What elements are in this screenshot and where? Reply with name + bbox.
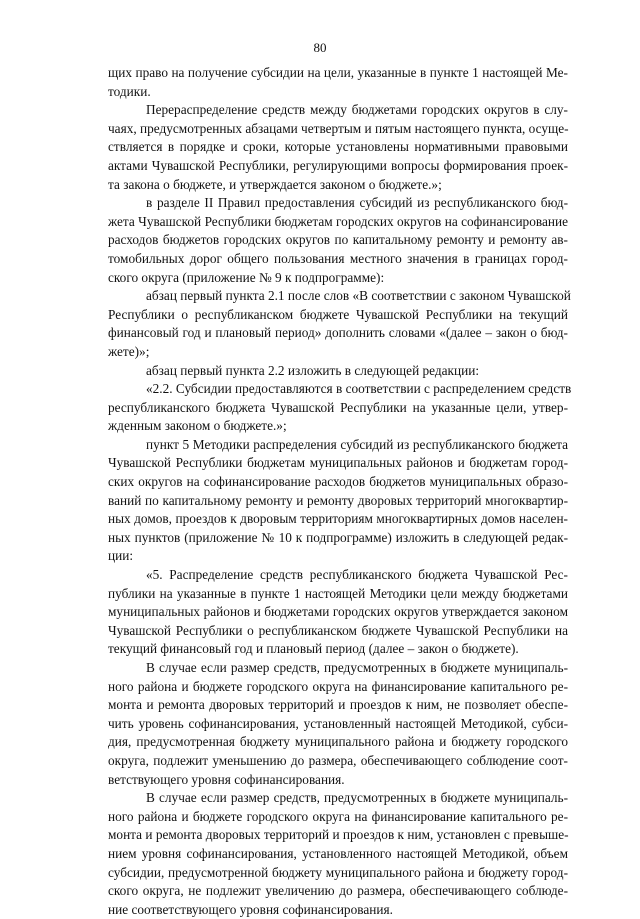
paragraph <box>108 194 568 287</box>
text-line: ции: <box>108 548 134 564</box>
paragraph <box>108 566 568 659</box>
text-line: томобильных дорог общего пользования местного значения в границах город- <box>108 250 568 266</box>
text-line: ного района и бюджете городского округа на финансирование капитального ре- <box>108 808 568 824</box>
text-line: монта и ремонта дворовых территорий и проездов к ним, не позволяет обеспе- <box>108 697 568 713</box>
text-line: чаях, предусмотренных абзацами четвертым и пятым настоящего пункта, осуще- <box>108 120 569 136</box>
text-line: жете)»; <box>108 343 150 359</box>
page-number: 80 <box>313 40 327 55</box>
text-line: ских округов на софинансирование расходов бюджетов муниципальных образо- <box>108 474 568 490</box>
text-line: тодики. <box>108 83 151 99</box>
text-line: ние соответствующего уровня софинансирования. <box>108 901 393 917</box>
text-line: Перераспределение средств между бюджетами городских округов в слу- <box>146 102 568 118</box>
text-line: В случае если размер средств, предусмотренных в бюджете муниципаль- <box>146 660 568 675</box>
text-line: жета Чувашской Республики бюджетам городских округов на софинансирование <box>108 213 568 229</box>
text-line: В случае если размер средств, предусмотренных в бюджете муниципаль- <box>146 790 568 806</box>
paragraph <box>108 362 568 381</box>
text-line: ваний по капитальному ремонту и ремонту дворовых территорий многоквартир- <box>108 492 568 508</box>
text-line: в разделе II Правил предоставления субсидий из республиканского бюд- <box>146 195 568 211</box>
text-line: публики на указанные в пункте 1 настоящей Методики цели между бюджетами <box>108 585 568 601</box>
text-line: щих право на получение субсидии на цели, указанные в пункте 1 настоящей Ме- <box>108 65 568 80</box>
text-line: текущий финансовый год и плановый период (далее – закон о бюджете). <box>108 641 519 657</box>
text-line: абзац первый пункта 2.2 изложить в следующей редакции: <box>146 362 480 378</box>
text-line: ствляется в порядке и сроки, которые установлены нормативными правовыми <box>108 139 568 155</box>
text-line: нием уровня софинансирования, установленного настоящей Методикой, объем <box>108 845 568 861</box>
text-line: жденным законом о бюджете.»; <box>108 418 287 434</box>
text-line: ного района и бюджете городского округа на финансирование капитального ре- <box>108 678 568 694</box>
paragraph <box>108 380 572 436</box>
text-line: дия, предусмотренная бюджету муниципального района и бюджету городского <box>108 734 568 750</box>
paragraph <box>108 789 568 919</box>
text-line: чить уровень софинансирования, установленный настоящей Методикой, субси- <box>108 715 568 731</box>
paragraph <box>108 287 571 361</box>
text-line: Чувашской Республики бюджетам муниципальных районов и бюджетам город- <box>108 455 568 471</box>
text-line: монта и ремонта дворовых территорий и проездов к ним, установлен с превыше- <box>108 827 569 843</box>
paragraph <box>108 659 568 789</box>
text-line: Республики о республиканском бюджете Чувашской Республики на текущий <box>108 306 568 322</box>
text-line: ветствующего уровня софинансирования. <box>108 771 345 787</box>
text-line: ных домов, проездов к дворовым территориям многоквартирных домов населен- <box>108 511 568 527</box>
paragraph <box>108 101 568 194</box>
text-line: та закона о бюджете, и утверждается законом о бюджете.»; <box>108 176 442 192</box>
text-line: «5. Распределение средств республиканского бюджета Чувашской Рес- <box>146 567 568 583</box>
text-line: финансовый год и плановый период» дополнить словами «(далее – закон о бюд- <box>108 325 568 341</box>
text-line: абзац первый пункта 2.1 после слов «В соответствии с законом Чувашской <box>146 288 571 304</box>
text-line: Чувашской Республики о республиканском бюджете Чувашской Республики на <box>108 622 568 638</box>
text-line: ского округа, не подлежит увеличению до размера, обеспечивающего соблюде- <box>108 883 568 899</box>
paragraph <box>108 436 568 566</box>
document-body <box>108 64 572 919</box>
text-line: ского округа (приложение № 9 к подпрограмме): <box>108 269 385 285</box>
text-line: «2.2. Субсидии предоставляются в соответствии с распределением средств <box>146 381 572 397</box>
text-line: субсидии, предусмотренной бюджету муниципального района и бюджету город- <box>108 864 568 880</box>
text-line: округа, подлежит уменьшению до размера, обеспечивающего соблюдение соот- <box>108 752 568 768</box>
text-line: ных пунктов (приложение № 10 к подпрограмме) изложить в следующей редак- <box>108 529 568 545</box>
text-line: расходов бюджетов городских округов по капитальному ремонту и ремонту ав- <box>108 232 568 248</box>
text-line: пункт 5 Методики распределения субсидий из республиканского бюджета <box>146 436 568 452</box>
text-line: республиканского бюджета Чувашской Республики на указанные цели, утвер- <box>108 399 568 415</box>
text-line: актами Чувашской Республики, регулирующими вопросы формирования проек- <box>108 157 568 173</box>
text-line: муниципальных районов и бюджетами городских округов утверждается законом <box>108 604 568 620</box>
paragraph <box>108 64 568 101</box>
